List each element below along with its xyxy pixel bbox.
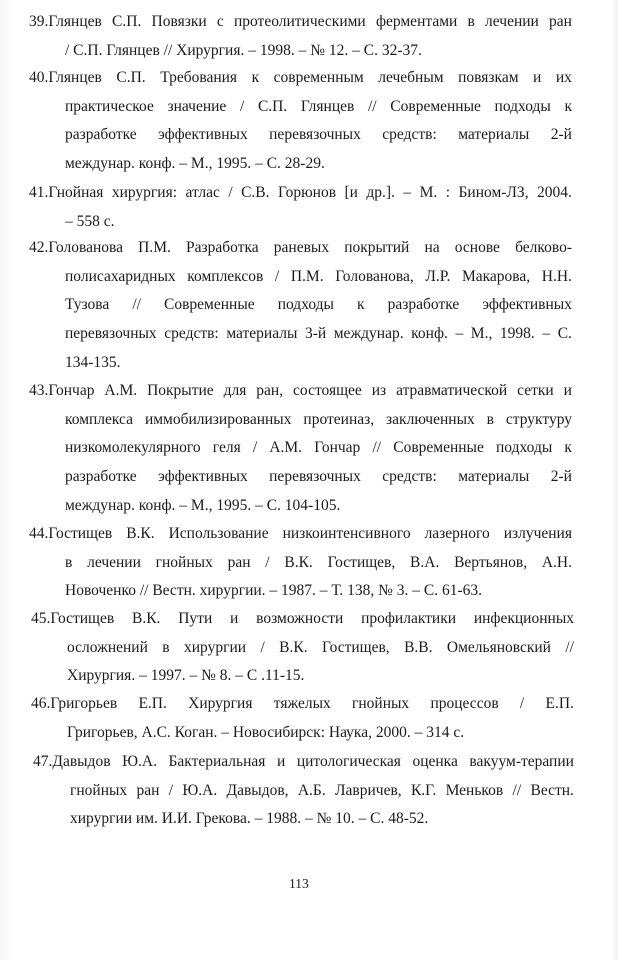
ref-43-line: междунар. конф. – М., 1995. – С. 104-105. — [65, 497, 341, 514]
ref-41-line: 41.Гнойная хирургия: атлас / С.В. Горюнов [и др.]. – М. : Бином-ЛЗ, 2004. — [29, 184, 572, 201]
ref-47-line: хирургии им. И.И. Грекова. – 1988. – № 10. – С. 48-52. — [70, 810, 429, 827]
ref-47-line: 47.Давыдов Ю.А. Бактериальная и цитологическая оценка вакуум-терапии — [33, 753, 574, 770]
ref-46-line: Григорьев, А.С. Коган. – Новосибирск: Наука, 2000. – 314 с. — [67, 724, 465, 741]
ref-46-line: 46.Григорьев Е.П. Хирургия тяжелых гнойных процессов / Е.П. — [31, 695, 574, 712]
page-number: 113 — [289, 876, 309, 891]
ref-45-line: 45.Гостищев В.К. Пути и возможности профилактики инфекционных — [31, 610, 574, 627]
scan-shadow-left — [0, 0, 14, 960]
ref-40-line: междунар. конф. – М., 1995. – С. 28-29. — [65, 155, 325, 172]
ref-41-line: – 558 с. — [65, 213, 115, 230]
ref-39-line: / С.П. Глянцев // Хирургия. – 1998. – № 12. – С. 32-37. — [65, 42, 422, 59]
ref-44-line: 44.Гостищев В.К. Использование низкоинтенсивного лазерного излучения — [29, 525, 572, 542]
ref-43-line: комплекса иммобилизированных протеиназ, заключенных в структуру — [65, 411, 572, 428]
ref-42-line: перевязочных средств: материалы 3-й междунар. конф. – М., 1998. – С. — [65, 325, 572, 342]
scan-shadow-right — [611, 0, 618, 960]
ref-45-line: Хирургия. – 1997. – № 8. – С .11-15. — [67, 667, 305, 684]
ref-47-line: гнойных ран / Ю.А. Давыдов, А.Б. Лавричев, К.Г. Меньков // Вестн. — [70, 782, 574, 799]
ref-40-line: разработке эффективных перевязочных средств: материалы 2-й — [65, 126, 572, 143]
ref-43-line: разработке эффективных перевязочных средств: материалы 2-й — [65, 468, 572, 485]
ref-45-line: осложнений в хирургии / В.К. Гостищев, В.В. Омельяновский // — [67, 639, 574, 656]
ref-42-line: Тузова // Современные подходы к разработке эффективных — [65, 296, 572, 313]
ref-44-line: Новоченко // Вестн. хирургии. – 1987. – Т. 138, № 3. – С. 61-63. — [65, 582, 483, 599]
ref-39-line: 39.Глянцев С.П. Повязки с протеолитическими ферментами в лечении ран — [29, 13, 572, 30]
ref-40-line: 40.Глянцев С.П. Требования к современным лечебным повязкам и их — [29, 69, 572, 86]
ref-44-line: в лечении гнойных ран / В.К. Гостищев, В.А. Вертьянов, А.Н. — [65, 554, 572, 571]
ref-42-line: 134-135. — [65, 354, 121, 371]
ref-42-line: 42.Голованова П.М. Разработка раневых покрытий на основе белково- — [29, 239, 572, 256]
ref-43-line: низкомолекулярного геля / А.М. Гончар // Современные подходы к — [65, 439, 572, 456]
ref-43-line: 43.Гончар А.М. Покрытие для ран, состоящее из атравматической сетки и — [29, 382, 572, 399]
ref-42-line: полисахаридных комплексов / П.М. Голованова, Л.Р. Макарова, Н.Н. — [65, 268, 572, 285]
ref-40-line: практическое значение / С.П. Глянцев // Современные подходы к — [65, 98, 572, 115]
